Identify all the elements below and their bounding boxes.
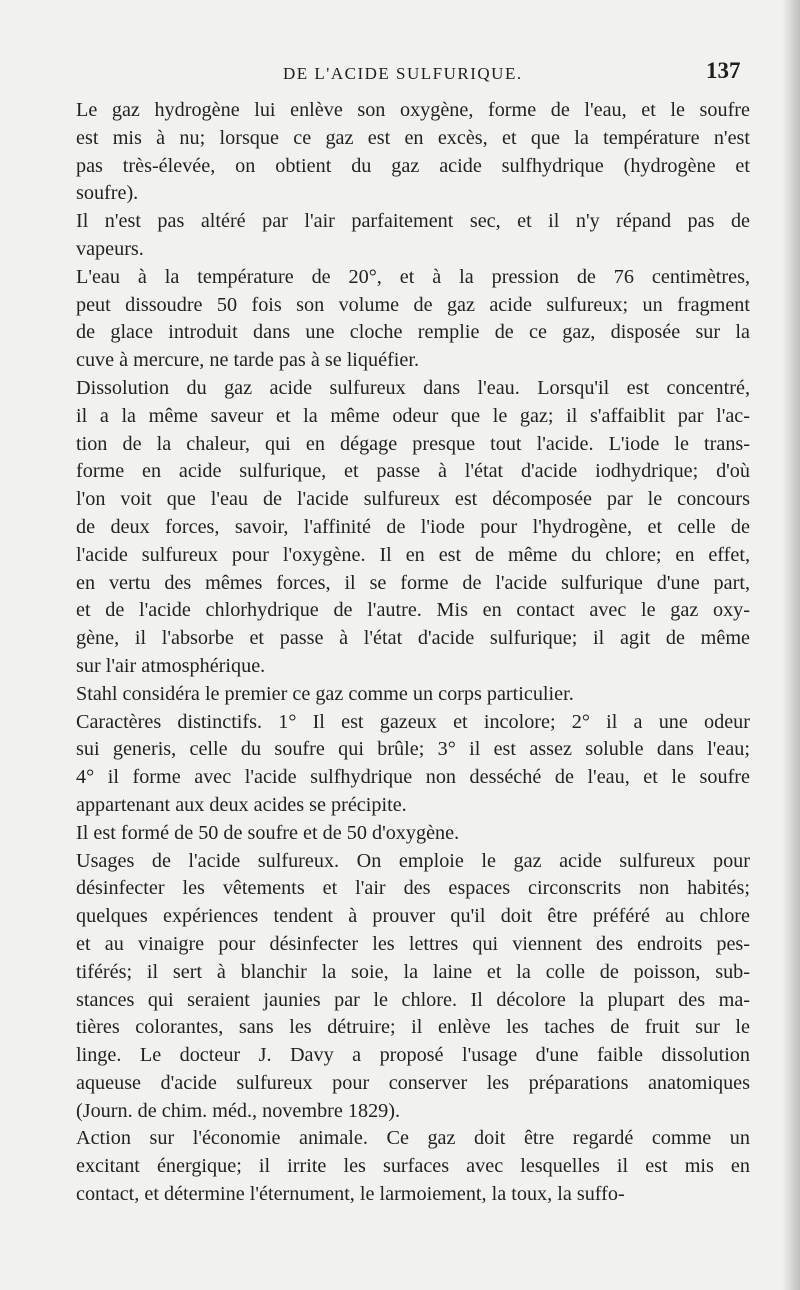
text-line: 4° il forme avec l'acide sulfhydrique non desséché de l'eau, et le soufre xyxy=(76,766,750,789)
text-line: Usages de l'acide sulfureux. On emploie le gaz acide sulfureux pour xyxy=(76,849,750,872)
text-line: Action sur l'économie animale. Ce gaz doit être regardé comme un xyxy=(76,1127,750,1150)
text-line: il a la même saveur et la même odeur que le gaz; il s'affaiblit par l'ac- xyxy=(76,404,750,427)
paragraph xyxy=(76,264,750,375)
text-line: cuve à mercure, ne tarde pas à se liquéfier. xyxy=(76,349,420,372)
text-line: stances qui seraient jaunies par le chlore. Il décolore la plupart des ma- xyxy=(76,988,750,1011)
text-line: (Journ. de chim. méd., novembre 1829). xyxy=(76,1099,401,1122)
running-title: DE L'ACIDE SULFURIQUE. xyxy=(283,64,523,83)
paragraph xyxy=(76,820,750,848)
paragraph xyxy=(76,208,750,264)
text-line: est mis à nu; lorsque ce gaz est en excès, et que la température n'est xyxy=(76,126,750,149)
text-line: de deux forces, savoir, l'affinité de l'iode pour l'hydrogène, et celle de xyxy=(76,515,750,538)
body-text xyxy=(76,97,750,1209)
text-line: Dissolution du gaz acide sulfureux dans l'eau. Lorsqu'il est concentré, xyxy=(76,376,750,399)
text-line: tières colorantes, sans les détruire; il enlève les taches de fruit sur le xyxy=(76,1016,750,1039)
paragraph xyxy=(76,97,750,208)
paragraph xyxy=(76,848,750,1126)
text-line: et au vinaigre pour désinfecter les lettres qui viennent des endroits pes- xyxy=(76,932,750,955)
text-line: tiférés; il sert à blanchir la soie, la laine et la colle de poisson, sub- xyxy=(76,960,750,983)
paragraph xyxy=(76,709,750,820)
text-line: excitant énergique; il irrite les surfaces avec lesquelles il est mis en xyxy=(76,1155,750,1178)
text-line: forme en acide sulfurique, et passe à l'état d'acide iodhydrique; d'où xyxy=(76,460,750,483)
text-line: quelques expériences tendent à prouver qu'il doit être préféré au chlore xyxy=(76,905,750,928)
text-line: Stahl considéra le premier ce gaz comme un corps particulier. xyxy=(76,682,574,705)
text-line: L'eau à la température de 20°, et à la pression de 76 centimètres, xyxy=(76,265,750,288)
text-line: en vertu des mêmes forces, il se forme de l'acide sulfurique d'une part, xyxy=(76,571,750,594)
text-line: sur l'air atmosphérique. xyxy=(76,654,266,677)
paragraph xyxy=(76,375,750,681)
text-line: l'acide sulfureux pour l'oxygène. Il en est de même du chlore; en effet, xyxy=(76,543,750,566)
text-line: désinfecter les vêtements et l'air des espaces circonscrits non habités; xyxy=(76,877,750,900)
page-edge-shadow xyxy=(782,0,800,1290)
text-line: sui generis, celle du soufre qui brûle; 3° il est assez soluble dans l'eau; xyxy=(76,738,750,761)
text-line: Caractères distinctifs. 1° Il est gazeux et incolore; 2° il a une odeur xyxy=(76,710,750,733)
text-line: tion de la chaleur, qui en dégage presque tout l'acide. L'iode le trans- xyxy=(76,432,750,455)
text-line: linge. Le docteur J. Davy a proposé l'usage d'une faible dissolution xyxy=(76,1044,750,1067)
text-line: l'on voit que l'eau de l'acide sulfureux est décomposée par le concours xyxy=(76,488,750,511)
text-line: pas très-élevée, on obtient du gaz acide sulfhydrique (hydrogène et xyxy=(76,154,750,177)
paragraph xyxy=(76,1125,750,1208)
text-line: gène, il l'absorbe et passe à l'état d'acide sulfurique; il agit de même xyxy=(76,627,750,650)
text-line: soufre). xyxy=(76,182,139,205)
page-header xyxy=(0,58,800,90)
text-line: contact, et détermine l'éternument, le larmoiement, la toux, la suffo- xyxy=(76,1183,625,1206)
text-line: Il n'est pas altéré par l'air parfaitement sec, et il n'y répand pas de xyxy=(76,210,750,233)
text-line: peut dissoudre 50 fois son volume de gaz acide sulfureux; un fragment xyxy=(76,293,750,316)
paragraph xyxy=(76,681,750,709)
text-line: Il est formé de 50 de soufre et de 50 d'oxygène. xyxy=(76,821,460,844)
page-number: 137 xyxy=(706,58,741,83)
text-line: et de l'acide chlorhydrique de l'autre. Mis en contact avec le gaz oxy- xyxy=(76,599,750,622)
text-line: Le gaz hydrogène lui enlève son oxygène, forme de l'eau, et le soufre xyxy=(76,99,750,121)
text-line: appartenant aux deux acides se précipite. xyxy=(76,793,407,816)
text-line: de glace introduit dans une cloche remplie de ce gaz, disposée sur la xyxy=(76,321,750,344)
text-line: vapeurs. xyxy=(76,237,144,260)
text-line: aqueuse d'acide sulfureux pour conserver les préparations anatomiques xyxy=(76,1071,750,1094)
